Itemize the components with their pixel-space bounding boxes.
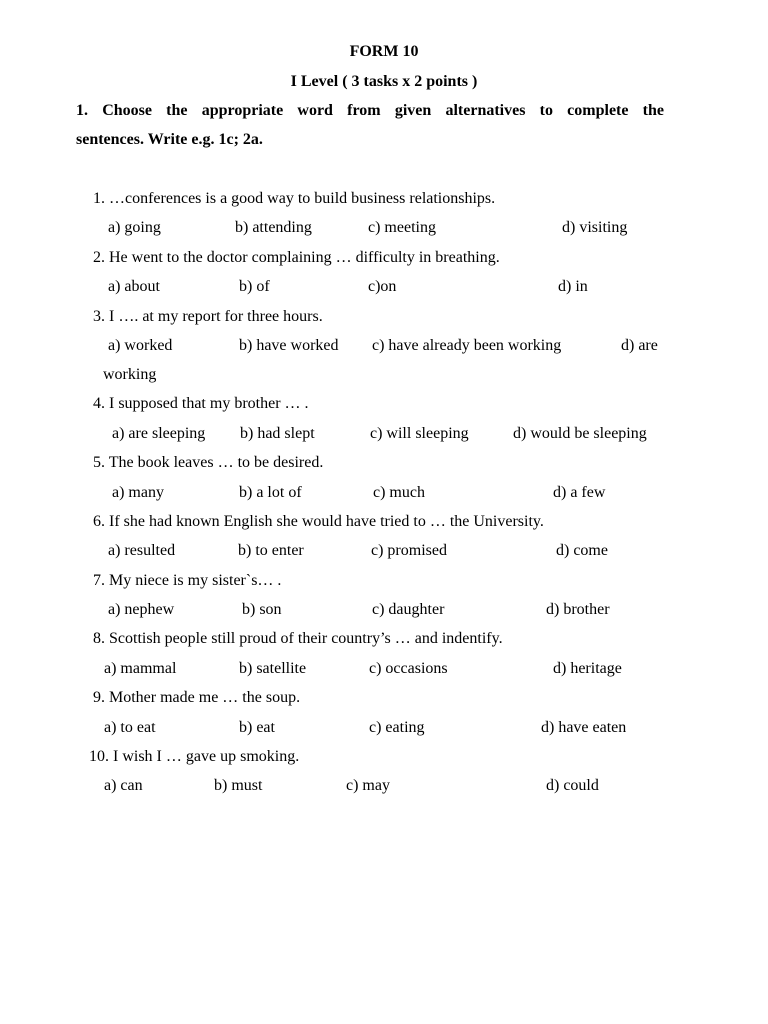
question-5: 5. The book leaves … to be desired. [93,454,324,471]
option-9b: b) eat [239,719,275,736]
task-instruction-line1: 1. Choose the appropriate word from given alternatives to complete the [76,102,664,119]
option-8c: c) occasions [369,660,448,677]
task-instruction-line2: sentences. Write e.g. 1c; 2a. [76,131,263,148]
option-5c: c) much [373,484,425,501]
option-7b: b) son [242,601,282,618]
question-3: 3. I …. at my report for three hours. [93,308,323,325]
option-2c: c)on [368,278,397,295]
question-6: 6. If she had known English she would have tried to … the University. [93,513,544,530]
option-1a: a) going [108,219,161,236]
option-9c: c) eating [369,719,425,736]
question-10: 10. I wish I … gave up smoking. [89,748,300,765]
question-1: 1. …conferences is a good way to build business relationships. [93,190,496,207]
option-5b: b) a lot of [239,484,302,501]
option-8d: d) heritage [553,660,622,677]
form-title: FORM 10 [349,43,419,60]
option-3c: c) have already been working [372,337,562,354]
option-9a: a) to eat [104,719,156,736]
option-7c: c) daughter [372,601,445,618]
question-8: 8. Scottish people still proud of their country’s … and indentify. [93,630,503,647]
option-10a: a) can [104,777,143,794]
option-4b: b) had slept [240,425,315,442]
level-heading: I Level ( 3 tasks x 2 points ) [290,73,478,90]
option-6b: b) to enter [238,542,304,559]
option-4a: a) are sleeping [112,425,206,442]
option-6a: a) resulted [108,542,176,559]
option-6c: c) promised [371,542,447,559]
option-9d: d) have eaten [541,719,627,736]
option-7d: d) brother [546,601,610,618]
question-9: 9. Mother made me … the soup. [93,689,301,706]
question-7: 7. My niece is my sister`s… . [93,572,282,589]
option-1d: d) visiting [562,219,628,236]
question-4: 4. I supposed that my brother … . [93,395,309,412]
option-3a: a) worked [108,337,173,354]
option-10b: b) must [214,777,263,794]
option-6d: d) come [556,542,608,559]
option-10c: c) may [346,777,390,794]
option-4d: d) would be sleeping [513,425,647,442]
option-7a: a) nephew [108,601,175,618]
option-5d: d) a few [553,484,606,501]
question-2: 2. He went to the doctor complaining … difficulty in breathing. [93,249,500,266]
option-3b: b) have worked [239,337,339,354]
option-3d-continuation: working [103,366,157,383]
option-1b: b) attending [235,219,312,236]
option-5a: a) many [112,484,164,501]
option-4c: c) will sleeping [370,425,469,442]
option-8b: b) satellite [239,660,307,677]
option-10d: d) could [546,777,599,794]
option-8a: a) mammal [104,660,177,677]
option-1c: c) meeting [368,219,436,236]
option-3d: d) are [621,337,658,354]
option-2a: a) about [108,278,160,295]
option-2d: d) in [558,278,588,295]
option-2b: b) of [239,278,270,295]
